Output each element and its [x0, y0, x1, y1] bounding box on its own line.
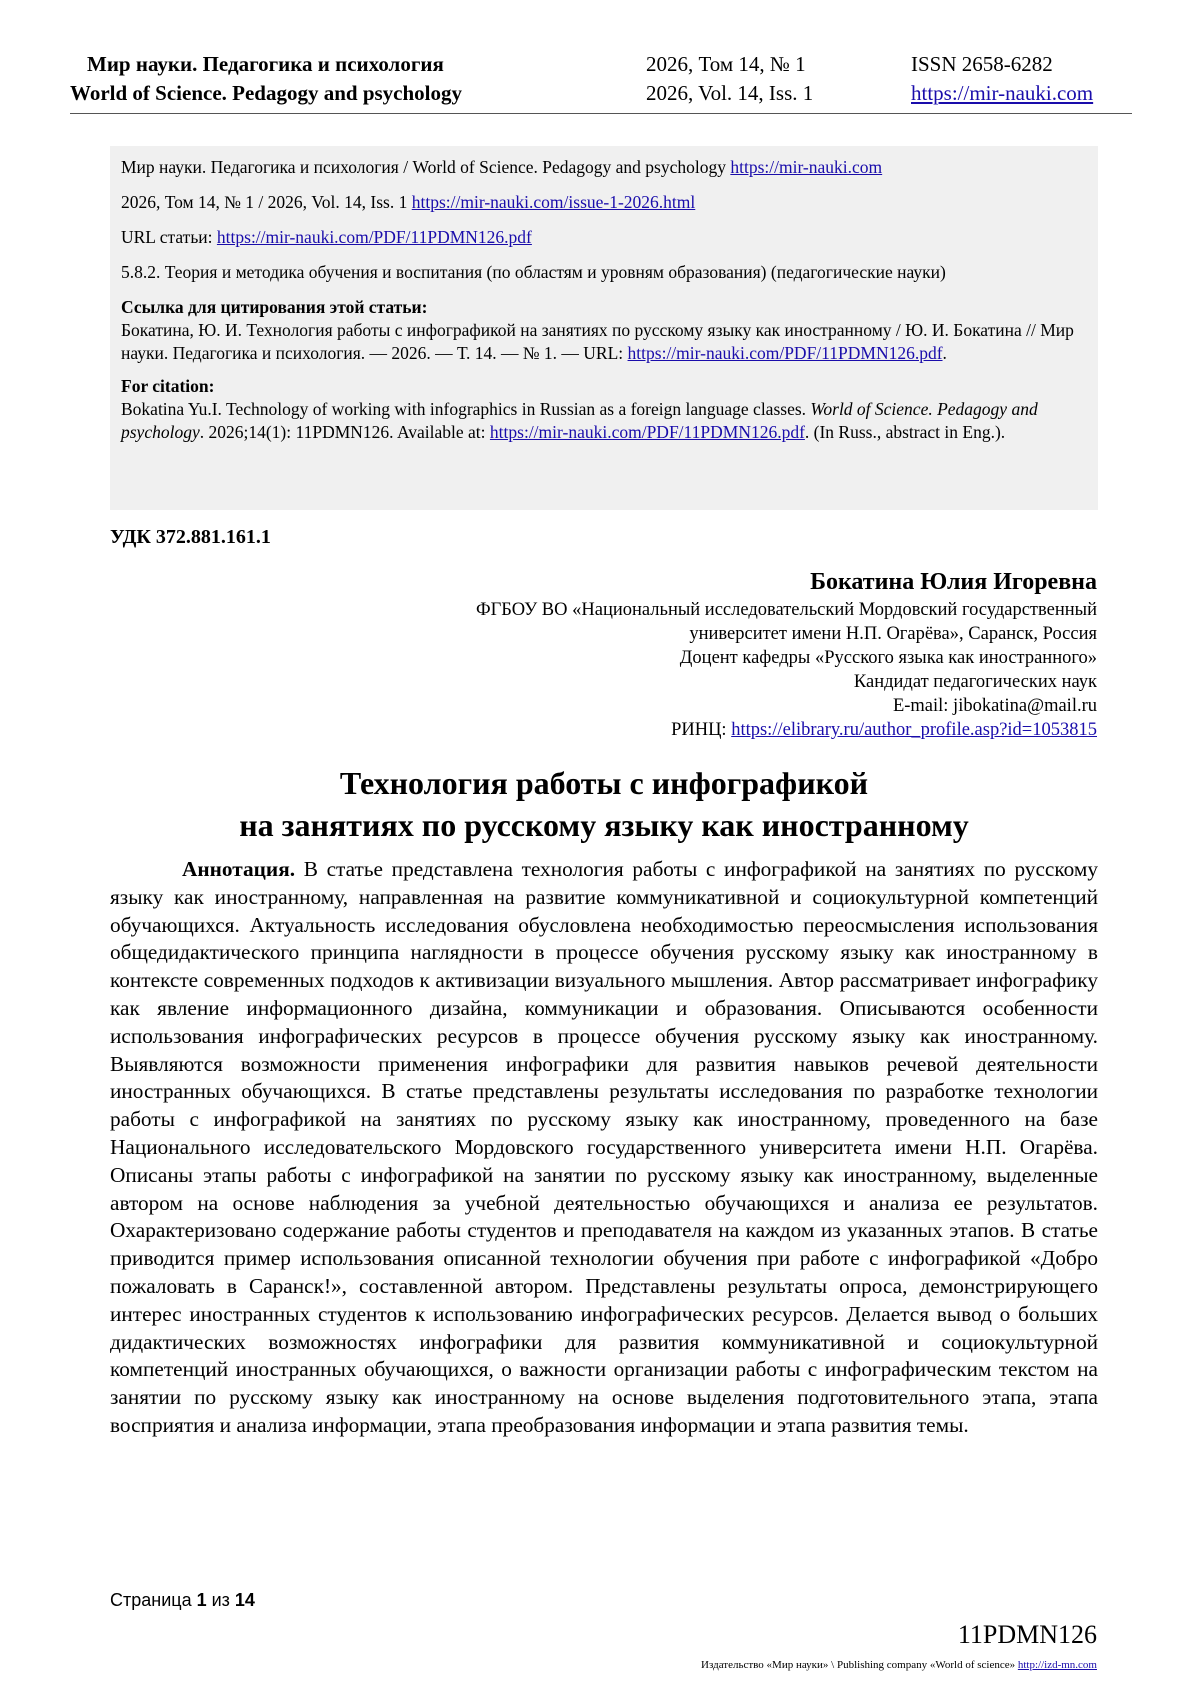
citation-en-text-1: Bokatina Yu.I. Technology of working with infographics in Russian as a foreign language classes.	[121, 399, 811, 419]
article-title-line-2: на занятиях по русскому языку как иностранному	[239, 807, 969, 843]
author-rinc	[197, 718, 1097, 742]
info-url-line	[121, 226, 1087, 249]
author-block	[197, 566, 1097, 742]
info-url-label: URL статьи:	[121, 227, 217, 247]
udc-code: УДК 372.881.161.1	[110, 526, 271, 548]
info-journal-line	[121, 156, 1087, 179]
info-journal-link[interactable]: https://mir-nauki.com	[730, 157, 883, 177]
citation-en-link[interactable]: https://mir-nauki.com/PDF/11PDMN126.pdf	[489, 422, 805, 442]
issue-ru: 2026, Том 14, № 1	[646, 52, 806, 76]
site-link[interactable]: https://mir-nauki.com	[911, 81, 1094, 105]
author-position: Доцент кафедры «Русского языка как иностранного»	[679, 648, 1097, 668]
citation-ru-link[interactable]: https://mir-nauki.com/PDF/11PDMN126.pdf	[627, 343, 943, 363]
header-divider	[70, 113, 1132, 114]
abstract-label: Аннотация.	[182, 857, 296, 881]
abstract	[110, 856, 1098, 1440]
info-issue-text: 2026, Том 14, № 1 / 2026, Vol. 14, Iss. 1	[121, 192, 412, 212]
abstract-text: В статье представлена технология работы с инфографикой на занятиях по русскому языку как иностранному, направленная на развитие коммуникативной и социокультурной компетенций обучающихся. Актуальность исследования обусловлена необходимостью переосмысления использования общедидактического принципа наглядности в процессе обучения русскому языку как иностранному в контексте современных подходов к активизации визуального мышления. Автор рассматривает инфографику как явление информационного дизайна, коммуникации и образования. Описываются особенности использования инфографических ресурсов в процессе обучения русскому языку как иностранному. Выявляются возможности применения инфографики для развития навыков речевой деятельности иностранных обучающихся. В статье представлены результаты исследования по разработке технологии работы с инфографикой на занятиях по русскому языку как иностранному, проведенного на базе Национального исследовательского Мордовского государственного университета имени Н.П. Огарёва. Описаны этапы работы с инфографикой на занятии по русскому языку как иностранному, выделенные автором на основе наблюдения за учебной деятельностью обучающихся и анализа ее результатов. Охарактеризовано содержание работы студентов и преподавателя на каждом из указанных этапов. В статье приводится пример использования описанной технологии обучения при работе с инфографикой «Добро пожаловать в Саранск!», составленной автором. Представлены результаты опроса, демонстрирующего интерес иностранных студентов к использованию инфографических ресурсов. Делается вывод о больших дидактических возможностях инфографики для развития коммуникативной и социокультурной компетенций иностранных обучающихся, о важности организации работы с инфографическим текстом на занятии по русскому языку как иностранному на основе выделения подготовительного этапа, этапа восприятия и анализа информации, этапа преобразования информации и этапа развития темы.	[110, 857, 1098, 1437]
author-affiliation-2: университет имени Н.П. Огарёва», Саранск, Россия	[689, 624, 1097, 644]
info-issue-link[interactable]: https://mir-nauki.com/issue-1-2026.html	[411, 192, 696, 212]
author-affiliation-1: ФГБОУ ВО «Национальный исследовательский Мордовский государственный	[475, 600, 1097, 620]
page-counter-middle: из	[206, 1590, 235, 1610]
publisher-text: Издательство «Мир науки» \ Publishing company «World of science»	[701, 1659, 1018, 1671]
citation-ru-end: .	[942, 343, 947, 363]
article-title	[110, 762, 1098, 846]
citation-en-text-2: . 2026;14(1): 11PDMN126. Available at:	[199, 422, 490, 442]
page-total: 14	[234, 1590, 255, 1610]
author-rinc-link[interactable]: https://elibrary.ru/author_profile.asp?id=1053815	[731, 720, 1097, 740]
issue-en: 2026, Vol. 14, Iss. 1	[646, 81, 814, 105]
citation-en-end: . (In Russ., abstract in Eng.).	[804, 422, 1006, 442]
article-title-line-1: Технология работы с инфографикой	[339, 765, 869, 801]
citation-ru-text: Бокатина, Ю. И. Технология работы с инфографикой на занятиях по русскому языку как иностранному / Ю. И. Бокатина // Мир науки. Педагогика и психология. — 2026. — Т. 14. — № 1. — URL:	[121, 320, 1074, 363]
journal-title-ru: Мир науки. Педагогика и психология	[87, 52, 444, 76]
info-specialty-line: 5.8.2. Теория и методика обучения и воспитания (по областям и уровням образования) (педагогические науки)	[121, 262, 946, 282]
article-info-box	[110, 146, 1098, 510]
info-journal-text: Мир науки. Педагогика и психология / World of Science. Pedagogy and psychology	[121, 157, 731, 177]
publisher-link[interactable]: http://izd-mn.com	[1017, 1659, 1097, 1671]
citation-ru	[121, 296, 1087, 365]
publisher-line	[701, 1659, 1097, 1671]
journal-title-en: World of Science. Pedagogy and psychology	[70, 81, 463, 105]
page-counter-prefix: Страница	[110, 1590, 197, 1610]
page-counter	[110, 1590, 255, 1611]
citation-en	[121, 375, 1087, 444]
citation-en-label: For citation:	[121, 376, 215, 396]
author-name: Бокатина Юлия Игоревна	[810, 569, 1097, 595]
info-issue-line	[121, 191, 1087, 214]
author-rinc-label: РИНЦ:	[671, 720, 732, 740]
article-code: 11PDMN126	[957, 1620, 1097, 1649]
author-email: E-mail: jibokatina@mail.ru	[892, 696, 1097, 716]
page-current: 1	[196, 1590, 207, 1610]
citation-ru-label: Ссылка для цитирования этой статьи:	[121, 297, 428, 317]
issn: ISSN 2658-6282	[911, 52, 1053, 76]
citation-en-journal: World of Science. Pedagogy and psychology	[121, 399, 1038, 442]
info-article-link[interactable]: https://mir-nauki.com/PDF/11PDMN126.pdf	[216, 227, 532, 247]
author-degree: Кандидат педагогических наук	[853, 672, 1097, 692]
